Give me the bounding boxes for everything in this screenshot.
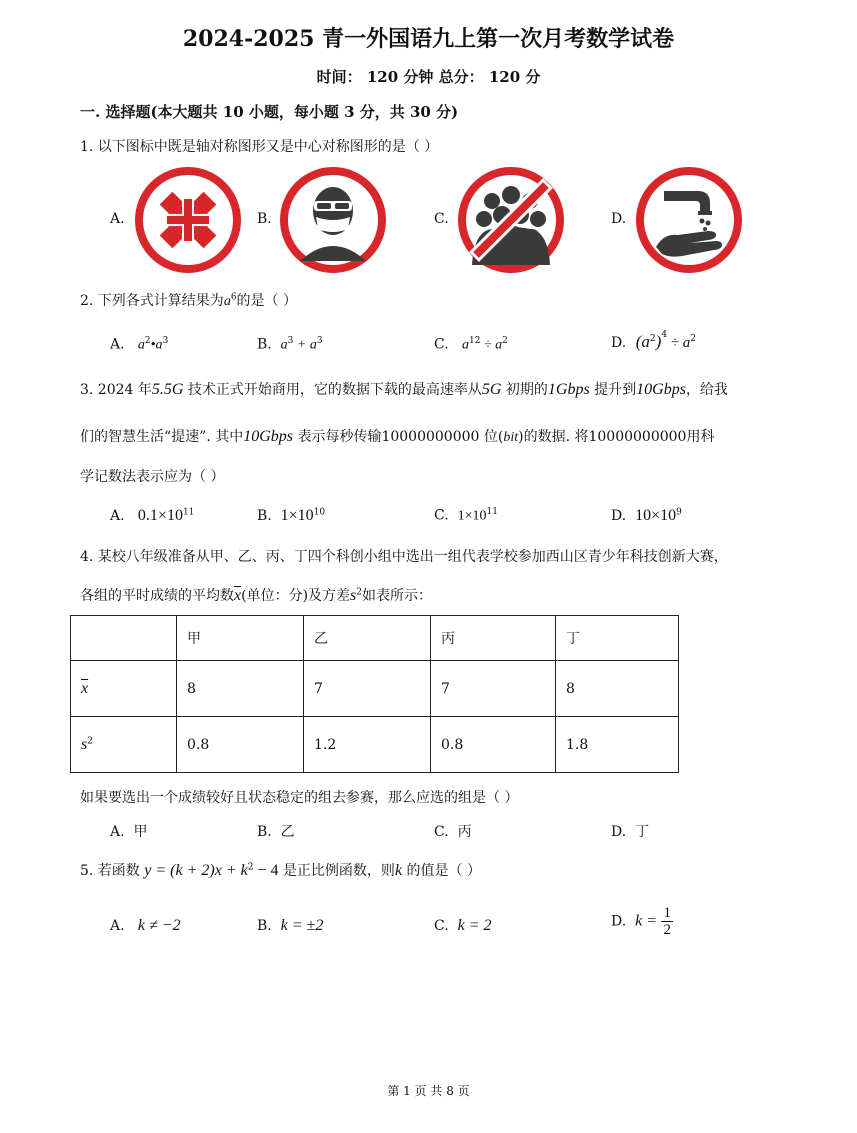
q3-math-3: 1Gbps — [547, 381, 590, 398]
q2-option-d-base2: ÷ a — [667, 335, 691, 351]
page-footer: 第 1 页 共 8 页 — [387, 1084, 470, 1098]
q4-variance-exp: 2 — [356, 587, 363, 598]
variance-symbol: s — [81, 735, 88, 753]
q3-text-8: )的数据. 将10000000000用科 — [518, 429, 715, 445]
q2-option-c — [434, 336, 508, 354]
section-heading: 一. 选择题(本大题共 10 小题，每小题 3 分，共 30 分) — [80, 103, 459, 121]
q5-text-2: 是正比例函数，则 — [278, 863, 395, 879]
q3-option-c-value: 1×10 — [457, 508, 487, 524]
q4-text-3: 如表所示： — [362, 588, 433, 604]
q3-option-b-exp: 10 — [313, 507, 326, 518]
table-row-label — [71, 661, 177, 717]
q2-option-b-label: B. — [257, 336, 272, 353]
q5-option-d-fraction — [661, 905, 673, 938]
q2-option-b-exp2: 3 — [316, 336, 323, 346]
q5-variable: k — [394, 862, 403, 879]
q2-option-a-label: A. — [110, 336, 125, 353]
q4-text-2: (单位：分)及方差 — [241, 588, 351, 604]
q5-option-c — [434, 917, 491, 935]
q3-math-6: bit — [503, 430, 519, 445]
q2-stem-exponent: 6 — [230, 292, 237, 303]
q3-math-5: 10Gbps — [243, 428, 293, 445]
q4-option-b — [257, 821, 295, 841]
exam-title: 2024-2025 青一外国语九上第一次月考数学试卷 — [182, 26, 675, 52]
question-5-stem — [80, 860, 481, 880]
fraction-denominator: 2 — [663, 922, 671, 938]
q3-text-5: ，给我 — [685, 382, 728, 398]
q2-option-b-base2: + a — [293, 337, 317, 353]
q3-option-d-exp: 9 — [676, 507, 682, 518]
q4-option-d-value: 丁 — [635, 824, 650, 840]
q2-option-c-exp1: 12 — [469, 336, 481, 346]
table-row — [71, 717, 679, 773]
table-cell: 1.2 — [304, 717, 431, 773]
q5-formula: y = (k + 2)x + k — [144, 862, 248, 879]
table-row-label — [71, 717, 177, 773]
scores-table — [70, 615, 679, 773]
question-1-stem: 1. 以下图标中既是轴对称图形又是中心对称图形的是（ ） — [80, 139, 439, 155]
q3-option-a — [110, 507, 194, 525]
table-cell: 7 — [304, 661, 431, 717]
q5-option-d-label: D. — [611, 913, 627, 930]
q2-option-d-exp3: 2 — [690, 334, 697, 344]
q5-formula-tail: − 4 — [253, 862, 279, 879]
q2-option-c-base1: a — [462, 337, 470, 353]
q5-option-c-value: k = 2 — [457, 917, 492, 934]
q1-option-d-label: D. — [611, 211, 627, 227]
table-cell: 8 — [177, 661, 304, 717]
table-row — [71, 661, 679, 717]
q3-math-1: 5.5G — [151, 381, 184, 398]
question-3-line-2 — [80, 426, 714, 446]
q2-option-d-label: D. — [611, 335, 627, 351]
q5-formula-exp: 2 — [247, 862, 254, 873]
q2-option-c-exp2: 2 — [502, 336, 508, 346]
q4-option-b-value: 乙 — [280, 824, 295, 840]
q3-math-4: 10Gbps — [636, 381, 686, 398]
q4-mean-symbol: $\overline{x}$ — [234, 587, 242, 604]
table-cell: 0.8 — [431, 717, 556, 773]
question-3-line-1 — [80, 379, 728, 399]
q3-option-d-label: D. — [611, 508, 627, 524]
q2-option-b-exp1: 3 — [287, 336, 294, 346]
hand-washing-icon — [634, 165, 744, 275]
q4-option-a — [110, 821, 147, 841]
q2-option-d-paren: ) — [655, 332, 662, 351]
q3-option-c-exp: 11 — [486, 507, 498, 517]
q2-option-a-base1: a — [137, 337, 145, 353]
table-cell: 0.8 — [177, 717, 304, 773]
q2-option-a-exp1: 2 — [144, 336, 151, 346]
q3-option-a-label: A. — [110, 508, 125, 524]
q3-option-a-exp: 11 — [182, 507, 195, 518]
q5-text-1: 5. 若函数 — [80, 863, 140, 879]
q4-option-b-label: B. — [257, 824, 272, 840]
q2-option-a-base2: •a — [150, 337, 163, 353]
table-cell: 1.8 — [556, 717, 679, 773]
q3-text-1: 3. 2024 年 — [80, 382, 152, 398]
table-cell: 7 — [431, 661, 556, 717]
variance-exp: 2 — [87, 735, 93, 746]
q2-option-d — [611, 332, 696, 352]
red-cross-icon — [133, 165, 243, 275]
q5-option-b — [257, 917, 323, 935]
q2-option-b — [257, 336, 323, 354]
question-2-stem — [80, 290, 297, 310]
mean-symbol: $\overline{x}$ — [81, 679, 89, 697]
fraction-numerator: 1 — [663, 905, 671, 921]
q5-option-d — [611, 905, 673, 938]
table-header-row — [71, 616, 679, 661]
q2-option-d-exp1: 2 — [649, 334, 656, 344]
q5-option-d-value: k = — [635, 912, 657, 930]
q2-option-c-base2: ÷ a — [480, 337, 503, 353]
table-header-cell — [71, 616, 177, 661]
q3-text-3: 初期的 — [501, 382, 548, 398]
q3-option-b-label: B. — [257, 508, 272, 524]
q4-option-c-label: C. — [434, 824, 449, 840]
no-crowd-icon — [456, 165, 566, 275]
q3-option-c — [434, 507, 498, 525]
q2-option-c-label: C. — [434, 336, 449, 353]
q4-option-c-value: 丙 — [457, 824, 472, 840]
table-header-cell: 甲 — [177, 616, 304, 661]
q2-option-a-exp2: 3 — [162, 336, 169, 346]
q2-stem-variable: a — [223, 294, 231, 309]
q3-option-d — [611, 507, 682, 525]
table-header-cell: 乙 — [304, 616, 431, 661]
q4-option-a-label: A. — [110, 824, 125, 840]
q5-option-b-value: k = ±2 — [280, 917, 324, 934]
q2-stem-tail: 的是（ ） — [236, 293, 297, 309]
q3-math-2: 5G — [481, 381, 502, 398]
q2-stem-text: 2. 下列各式计算结果为 — [80, 293, 224, 309]
q1-option-c-label: C. — [434, 211, 449, 227]
exam-subtitle: 时间： 120 分钟 总分： 120 分 — [316, 68, 541, 86]
q2-option-b-base1: a — [280, 337, 288, 353]
q2-option-a — [110, 336, 168, 354]
q1-option-a-label: A. — [110, 211, 125, 227]
q5-text-3: 的值是（ ） — [402, 863, 481, 879]
q3-option-c-label: C. — [434, 507, 449, 524]
question-4-prompt: 如果要选出一个成绩较好且状态稳定的组去参赛，那么应选的组是（ ） — [80, 790, 519, 806]
q3-text-7: 表示每秒传输10000000000 位( — [293, 429, 504, 445]
q4-variance-symbol: s — [350, 587, 357, 604]
q3-text-6: 们的智慧生活“提速”. 其中 — [80, 429, 244, 445]
q5-option-a — [110, 917, 181, 935]
question-4-line-1: 4. 某校八年级准备从甲、乙、丙、丁四个科创小组中选出一组代表学校参加西山区青少年科技创新大赛， — [80, 549, 728, 565]
q5-option-b-label: B. — [257, 918, 272, 934]
q5-option-a-label: A. — [110, 918, 125, 934]
masked-person-icon — [278, 165, 388, 275]
q4-option-a-value: 甲 — [133, 824, 148, 840]
q2-option-d-exp2: 4 — [661, 330, 668, 340]
q3-option-b-value: 1×10 — [280, 507, 314, 524]
q4-option-d — [611, 821, 649, 841]
q5-option-c-label: C. — [434, 918, 449, 934]
question-3-line-3: 学记数法表示应为（ ） — [80, 469, 225, 485]
q4-option-c — [434, 821, 472, 841]
q3-option-d-value: 10×10 — [635, 507, 677, 524]
table-cell: 8 — [556, 661, 679, 717]
q3-option-b — [257, 507, 325, 525]
table-header-cell: 丁 — [556, 616, 679, 661]
q2-option-d-base1: (a — [635, 332, 650, 351]
q3-text-4: 提升到 — [589, 382, 637, 398]
q5-option-a-value: k ≠ −2 — [137, 917, 181, 934]
question-4-line-2 — [80, 585, 432, 605]
q4-text-1: 各组的平时成绩的平均数 — [80, 588, 234, 604]
table-header-cell: 丙 — [431, 616, 556, 661]
q3-text-2: 技术正式开始商用，它的数据下载的最高速率从 — [183, 382, 482, 398]
q1-option-b-label: B. — [257, 211, 272, 227]
q3-option-a-value: 0.1×10 — [137, 507, 183, 524]
q4-option-d-label: D. — [611, 824, 627, 840]
